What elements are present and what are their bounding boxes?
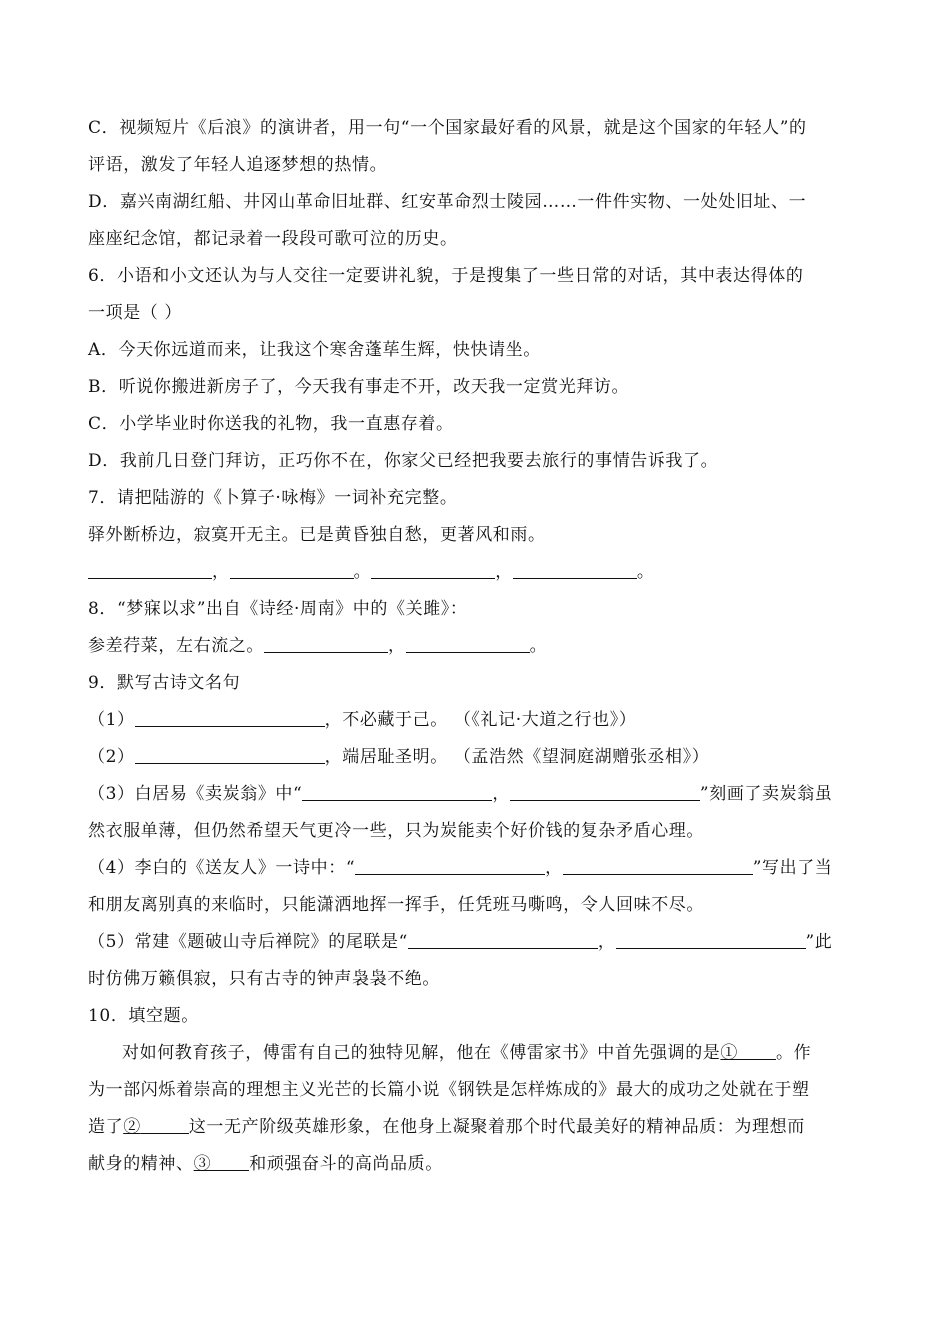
q10-line3-text-a: 造了 [88,1117,124,1137]
q9-item-4-blank-1[interactable] [355,852,545,875]
q9-item-4-prefix: （4）李白的《送友人》一诗中：“ [88,858,356,878]
q7-punct-3: ， [495,562,513,582]
q6-option-b: B．听说你搬进新房子了，今天我有事走不开，改天我一定赏光拜访。 [88,377,630,397]
q9-item-5-line1 [88,924,868,961]
q8-punct-2: 。 [529,636,548,656]
q8-blank-2[interactable] [406,630,530,653]
q5-option-d-line1: D．嘉兴南湖红船、井冈山革命旧址群、红安革命烈士陵园……一件件实物、一处处旧址、一 [88,192,807,212]
q10-paragraph-line3 [88,1109,868,1146]
q9-item-3-prefix: （3）白居易《卖炭翁》中“ [88,784,303,804]
q6-option-c: C．小学毕业时你送我的礼物，我一直惠存着。 [88,414,454,434]
q8-punct-1: ， [388,636,406,656]
q10-blank-2[interactable] [141,1111,189,1134]
q9-item-2-prefix: （2） [88,747,135,767]
q9-item-2 [88,739,868,776]
q7-given-line: 驿外断桥边，寂寞开无主。已是黄昏独自愁，更著风和雨。 [88,525,546,545]
q9-item-4-suffix: ”写出了当 [752,858,833,878]
q9-item-3-mid: ， [492,784,510,804]
q7-blank-4[interactable] [513,556,637,579]
q10-paragraph-line4 [88,1146,868,1183]
q7-punct-4: 。 [636,562,655,582]
q10-line3-text-b: 这一无产阶级英雄形象，在他身上凝聚着那个时代最美好的精神品质：为理想而 [188,1117,805,1137]
q9-item-5-mid: ， [597,932,616,952]
q10-blank-1[interactable] [738,1037,776,1060]
q8-stem: 8．“梦寐以求”出自《诗经·周南》中的《关雎》： [88,599,468,619]
q10-blank-3[interactable] [211,1148,249,1171]
q9-item-3-blank-2[interactable] [510,778,700,801]
q10-line4-text-b: 和顽强奋斗的高尚品质。 [249,1154,443,1174]
q9-item-4-line2: 和朋友离别真的来临时，只能潇洒地挥一挥手，任凭班马嘶鸣，令人回味不尽。 [88,895,704,915]
q9-item-3-line1 [88,776,868,813]
q7-blank-3[interactable] [371,556,495,579]
q9-item-5-blank-2[interactable] [616,926,806,949]
q9-item-4-mid: ， [545,858,563,878]
q7-punct-2: 。 [353,562,372,582]
q9-item-5-prefix: （5）常建《题破山寺后禅院》的尾联是“ [88,932,408,952]
q9-item-1-blank[interactable] [135,704,325,727]
document-page [88,110,868,1183]
q8-given-text: 参差荇菜，左右流之。 [88,636,264,656]
q10-paragraph-line2: 为一部闪烁着崇高的理想主义光芒的长篇小说《钢铁是怎样炼成的》最大的成功之处就在于塑 [88,1080,810,1100]
q5-option-d-line2: 座座纪念馆，都记录着一段段可歌可泣的历史。 [88,229,458,249]
q10-paragraph-line1 [88,1035,868,1072]
q9-item-1-prefix: （1） [88,710,135,730]
q6-stem-line2: 一项是（ ） [88,303,183,323]
q9-item-3-suffix: ”刻画了卖炭翁虽 [699,784,833,804]
q10-line4-text-a: 献身的精神、 [88,1154,194,1174]
q5-option-c-line1: C．视频短片《后浪》的演讲者，用一句“一个国家最好看的风景，就是这个国家的年轻人”的 [88,118,807,138]
q9-item-2-suffix: ，端居耻圣明。 （孟浩然《望洞庭湖赠张丞相》） [324,747,710,767]
q10-stem: 10．填空题。 [88,1006,199,1026]
q9-item-3-blank-1[interactable] [302,778,492,801]
q8-blank-1[interactable] [264,630,388,653]
q5-option-c-line2: 评语，激发了年轻人追逐梦想的热情。 [88,155,388,175]
q10-marker-2: ② [123,1117,141,1137]
q9-item-5-line2: 时仿佛万籁俱寂，只有古寺的钟声袅袅不绝。 [88,969,440,989]
q7-blank-line [88,554,868,591]
q10-line1-text-a: 对如何教育孩子，傅雷有自己的独特见解，他在《傅雷家书》中首先强调的是 [122,1043,721,1063]
q9-stem: 9．默写古诗文名句 [88,673,241,693]
q9-item-5-blank-1[interactable] [408,926,598,949]
q9-item-1-suffix: ，不必藏于己。 （《礼记·大道之行也》） [324,710,637,730]
q6-option-d: D．我前几日登门拜访，正巧你不在，你家父已经把我要去旅行的事情告诉我了。 [88,451,719,471]
q7-blank-2[interactable] [230,556,354,579]
q7-punct-1: ， [212,562,230,582]
q6-option-a: A．今天你远道而来，让我这个寒舍蓬荜生辉，快快请坐。 [88,340,541,360]
q10-marker-3: ③ [193,1154,212,1174]
q8-given-line [88,628,868,665]
q7-stem: 7．请把陆游的《卜算子·咏梅》一词补充完整。 [88,488,458,508]
q10-marker-1: ① [720,1043,739,1063]
q7-blank-1[interactable] [88,556,212,579]
q9-item-1 [88,702,868,739]
q6-stem-line1: 6．小语和小文还认为与人交往一定要讲礼貌，于是搜集了一些日常的对话，其中表达得体的 [88,266,804,286]
q9-item-4-line1 [88,850,868,887]
q9-item-3-line2: 然衣服单薄，但仍然希望天气更冷一些，只为炭能卖个好价钱的复杂矛盾心理。 [88,821,704,841]
q9-item-4-blank-2[interactable] [563,852,753,875]
q10-line1-text-b: 。作 [776,1043,812,1063]
q9-item-5-suffix: ”此 [805,932,833,952]
q9-item-2-blank[interactable] [135,741,325,764]
